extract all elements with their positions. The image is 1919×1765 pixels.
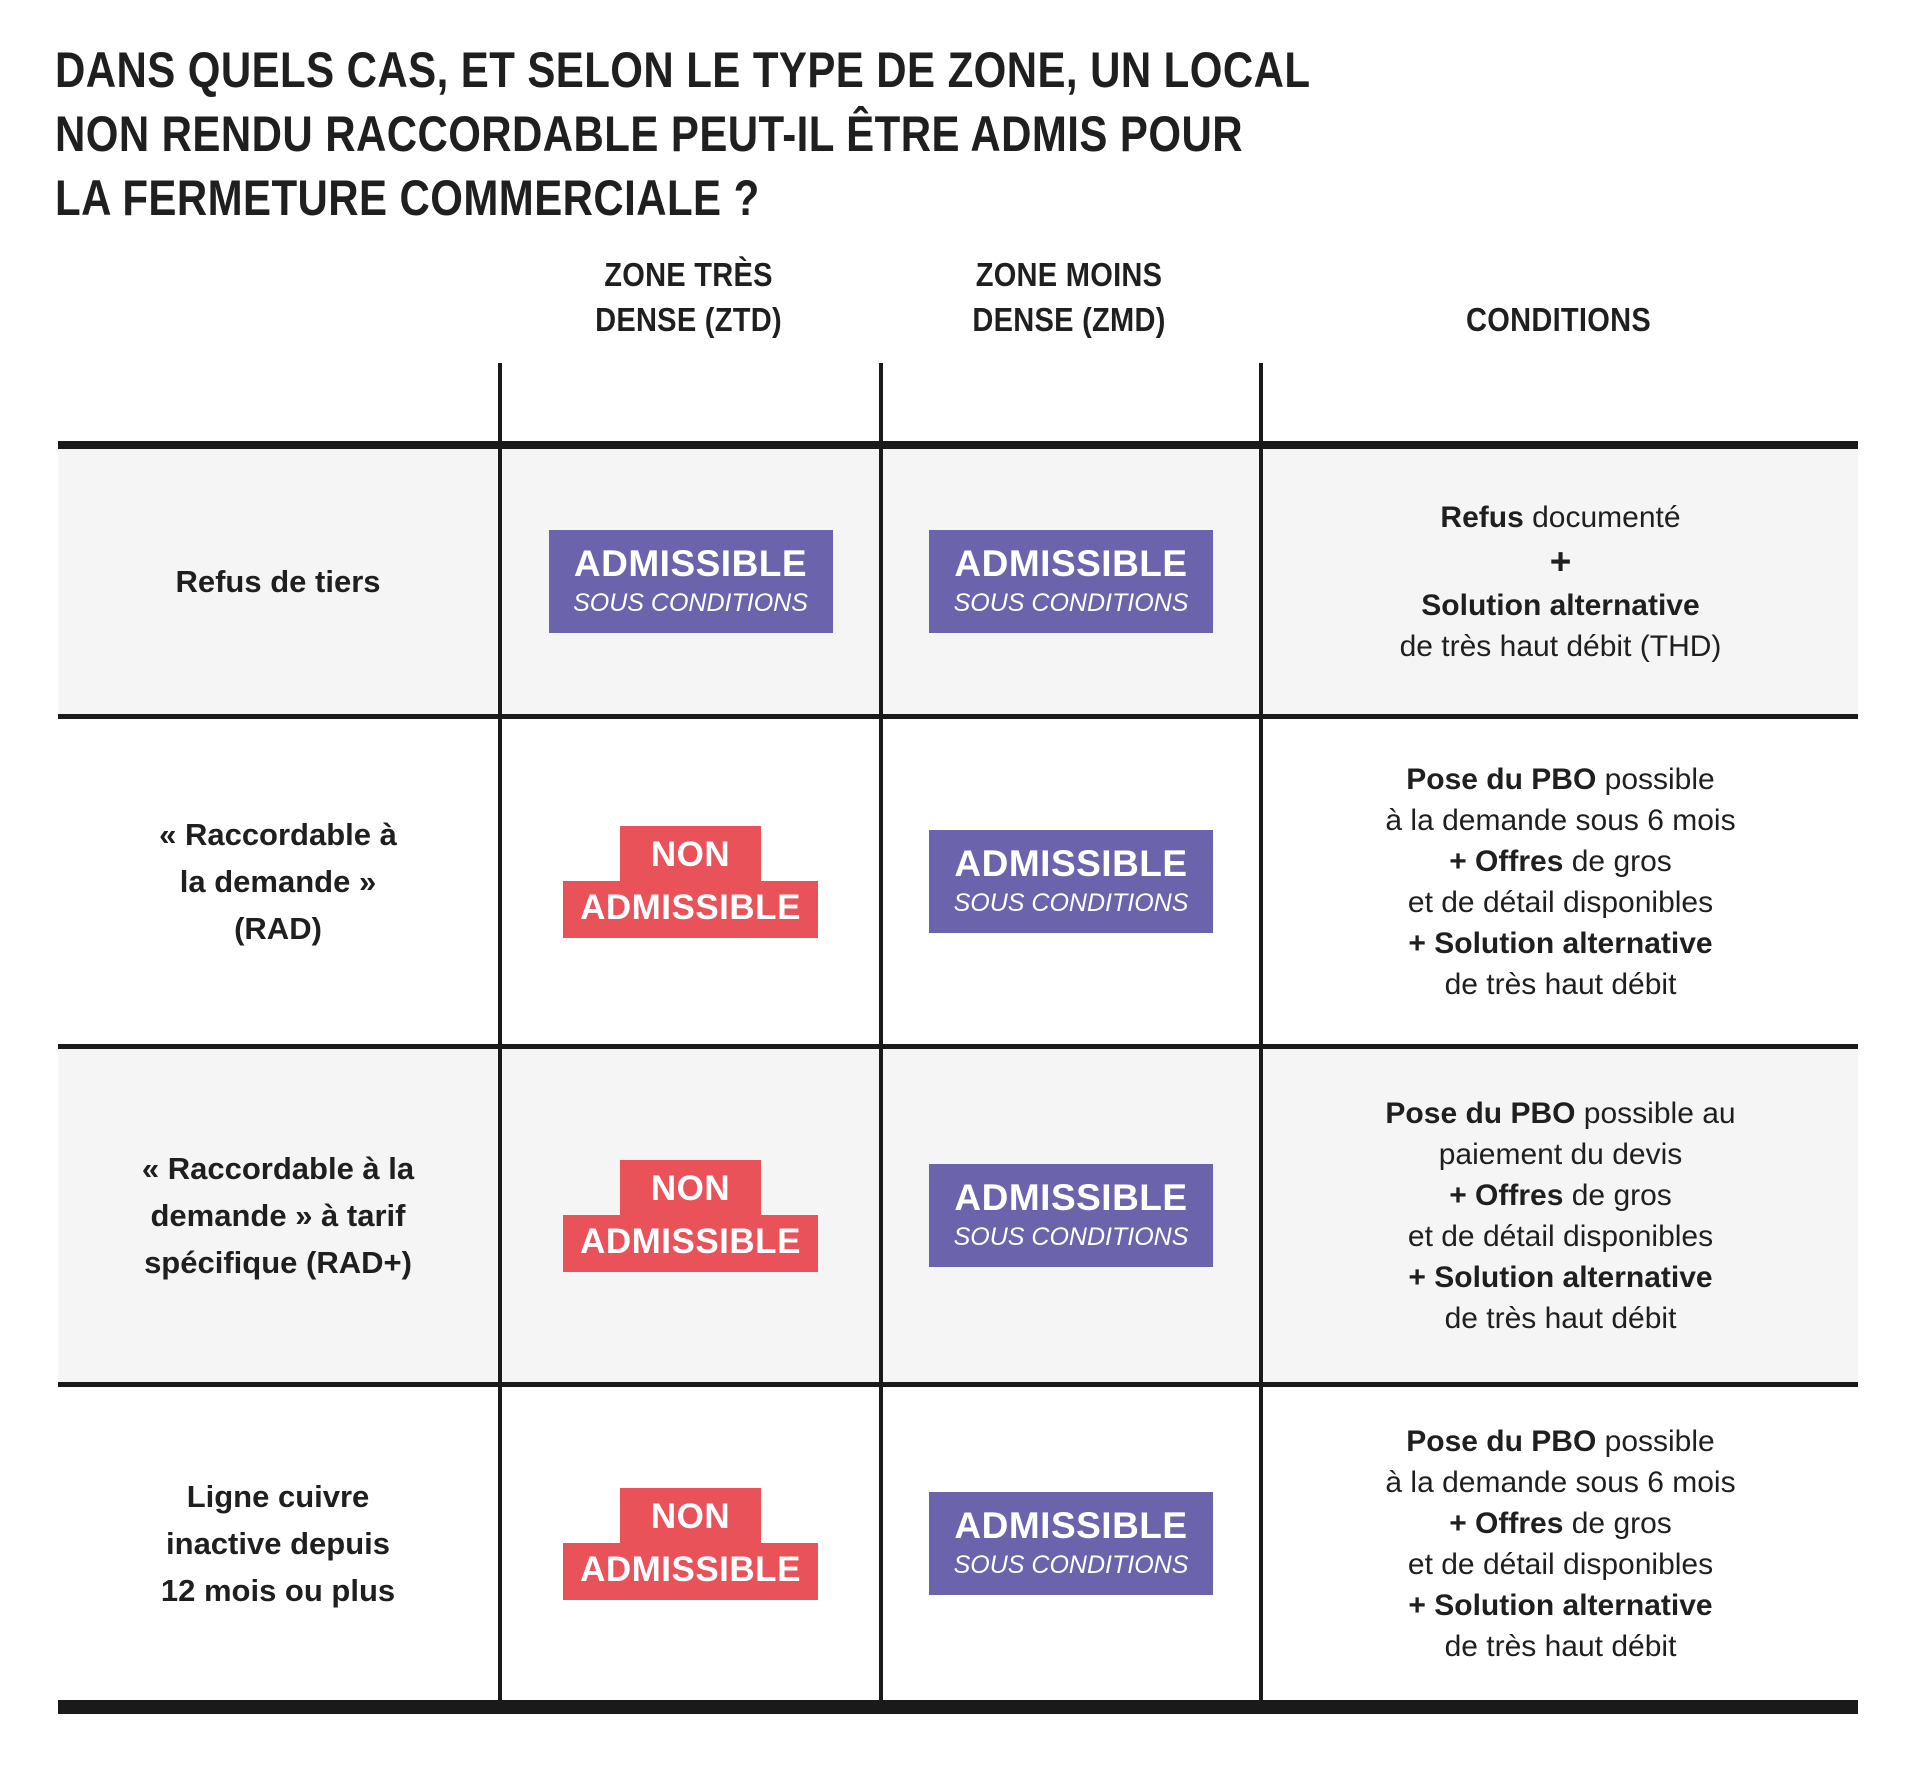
non-admissible-badge-top: NON (620, 1160, 761, 1215)
admissible-badge-title: ADMISSIBLE (954, 1505, 1188, 1546)
row-label (58, 1387, 498, 1700)
condition-line (1550, 538, 1572, 585)
condition-line (1445, 1626, 1677, 1667)
table-row (58, 1382, 1858, 1700)
condition-segment-bold: Pose du PBO (1385, 1096, 1576, 1130)
condition-segment-bold: + Solution alternative (1408, 1260, 1713, 1294)
conditions-cell (1259, 1049, 1858, 1382)
condition-segment: de gros (1563, 1178, 1672, 1212)
admissible-badge-subtitle: SOUS CONDITIONS (953, 1551, 1189, 1579)
row-label-line: « Raccordable à (159, 817, 397, 852)
ztd-cell (498, 449, 879, 714)
non-admissible-badge (563, 826, 818, 938)
zmd-cell (879, 1049, 1259, 1382)
condition-segment-bold: + Offres (1449, 1178, 1564, 1212)
condition-segment: et de détail disponibles (1407, 1219, 1714, 1253)
conditions-cell (1259, 449, 1858, 714)
condition-line (1408, 882, 1713, 923)
column-header-zmd-line-1: ZONE MOINS (975, 256, 1163, 293)
non-admissible-badge (563, 1160, 818, 1272)
admissible-badge (929, 1492, 1213, 1595)
non-admissible-badge-top: NON (620, 1488, 761, 1543)
zmd-cell (879, 719, 1259, 1044)
admissibility-table (58, 441, 1858, 1714)
condition-segment: de gros (1563, 1506, 1672, 1540)
column-header-zmd-line-2: DENSE (ZMD) (972, 301, 1166, 338)
row-label-line: Refus de tiers (175, 564, 381, 599)
condition-segment: de très haut débit (1444, 1629, 1677, 1663)
condition-line (1449, 841, 1672, 882)
condition-segment: paiement du devis (1438, 1137, 1683, 1171)
admissible-badge-subtitle: SOUS CONDITIONS (953, 589, 1189, 617)
condition-segment: de très haut débit (1444, 1301, 1677, 1335)
condition-segment: possible au (1575, 1096, 1736, 1130)
condition-segment-bold: + Offres (1449, 844, 1564, 878)
condition-line (1439, 1134, 1683, 1175)
condition-segment: à la demande sous 6 mois (1385, 803, 1736, 837)
title-line-3: LA FERMETURE COMMERCIALE ? (55, 170, 760, 226)
condition-segment-bold: + Offres (1449, 1506, 1564, 1540)
zmd-cell (879, 449, 1259, 714)
condition-segment-bold: Pose du PBO (1406, 1424, 1597, 1458)
title-line-2: NON RENDU RACCORDABLE PEUT-IL ÊTRE ADMIS POUR (55, 106, 1243, 162)
row-label-line: « Raccordable à la (141, 1151, 415, 1186)
row-label (58, 449, 498, 714)
header-divider-3 (1259, 363, 1263, 441)
condition-segment-bold: + Solution alternative (1408, 926, 1713, 960)
non-admissible-badge-bottom: ADMISSIBLE (563, 1215, 818, 1272)
row-label-line: demande » à tarif (150, 1198, 406, 1233)
table-row (58, 714, 1858, 1044)
condition-line (1408, 1216, 1713, 1257)
row-label-line: inactive depuis (166, 1526, 390, 1561)
condition-segment-bold: + (1549, 540, 1572, 582)
admissible-badge-subtitle: SOUS CONDITIONS (573, 589, 808, 617)
condition-line (1385, 1462, 1735, 1503)
admissible-badge-subtitle: SOUS CONDITIONS (953, 1223, 1189, 1251)
condition-line (1400, 626, 1722, 667)
row-label (58, 1049, 498, 1382)
condition-segment: de très haut débit (1444, 967, 1677, 1001)
admissible-badge-title: ADMISSIBLE (573, 543, 808, 584)
non-admissible-badge-bottom: ADMISSIBLE (563, 1543, 818, 1600)
condition-segment: possible (1596, 1424, 1715, 1458)
column-header-ztd (521, 252, 856, 342)
condition-line (1408, 1257, 1712, 1298)
condition-line (1385, 800, 1735, 841)
row-label-line: la demande » (179, 864, 377, 899)
admissible-badge-title: ADMISSIBLE (954, 1177, 1188, 1218)
condition-line (1449, 1503, 1672, 1544)
condition-segment-bold: + Solution alternative (1408, 1588, 1713, 1622)
condition-line (1421, 585, 1699, 626)
condition-segment: possible (1596, 762, 1715, 796)
admissible-badge (549, 530, 833, 633)
non-admissible-badge-bottom: ADMISSIBLE (563, 881, 818, 938)
condition-line (1408, 1544, 1713, 1585)
row-label-line: 12 mois ou plus (160, 1573, 396, 1608)
condition-line (1385, 1093, 1735, 1134)
column-header-zmd (902, 252, 1236, 342)
condition-segment-bold: Refus (1440, 500, 1524, 534)
row-label (58, 719, 498, 1044)
admissible-badge (929, 1164, 1213, 1267)
condition-segment: documenté (1523, 500, 1681, 534)
condition-line (1445, 964, 1677, 1005)
condition-line (1408, 1585, 1712, 1626)
condition-segment: à la demande sous 6 mois (1385, 1465, 1736, 1499)
admissible-badge-subtitle: SOUS CONDITIONS (953, 889, 1189, 917)
admissible-badge (929, 830, 1213, 933)
conditions-cell (1259, 1387, 1858, 1700)
page-title (55, 38, 1310, 230)
condition-line (1408, 923, 1712, 964)
header-divider-1 (498, 363, 502, 441)
non-admissible-badge (563, 1488, 818, 1600)
condition-line (1406, 1421, 1714, 1462)
column-header-ztd-line-2: DENSE (ZTD) (595, 301, 782, 338)
admissible-badge-title: ADMISSIBLE (954, 843, 1188, 884)
condition-segment: et de détail disponibles (1407, 885, 1714, 919)
condition-line (1445, 1298, 1677, 1339)
column-header-ztd-line-1: ZONE TRÈS (604, 256, 773, 293)
row-label-line: (RAD) (234, 911, 322, 946)
condition-segment: de très haut débit (THD) (1399, 629, 1722, 663)
conditions-cell (1259, 719, 1858, 1044)
non-admissible-badge-top: NON (620, 826, 761, 881)
condition-line (1449, 1175, 1672, 1216)
condition-segment-bold: Solution alternative (1421, 588, 1700, 622)
title-line-1: DANS QUELS CAS, ET SELON LE TYPE DE ZONE, UN LOCAL (55, 42, 1311, 98)
admissible-badge (929, 530, 1213, 633)
admissible-badge-title: ADMISSIBLE (954, 543, 1188, 584)
condition-segment: de gros (1563, 844, 1672, 878)
ztd-cell (498, 719, 879, 1044)
condition-line (1440, 497, 1680, 538)
ztd-cell (498, 1049, 879, 1382)
row-label-line: spécifique (RAD+) (144, 1245, 412, 1280)
header-divider-2 (879, 363, 883, 441)
zmd-cell (879, 1387, 1259, 1700)
table-row (58, 1044, 1858, 1382)
table-row (58, 449, 1858, 714)
condition-line (1406, 759, 1714, 800)
ztd-cell (498, 1387, 879, 1700)
condition-segment: et de détail disponibles (1407, 1547, 1714, 1581)
row-label-line: Ligne cuivre (186, 1479, 370, 1514)
column-header-conditions: CONDITIONS (1466, 301, 1651, 338)
condition-segment-bold: Pose du PBO (1406, 762, 1597, 796)
